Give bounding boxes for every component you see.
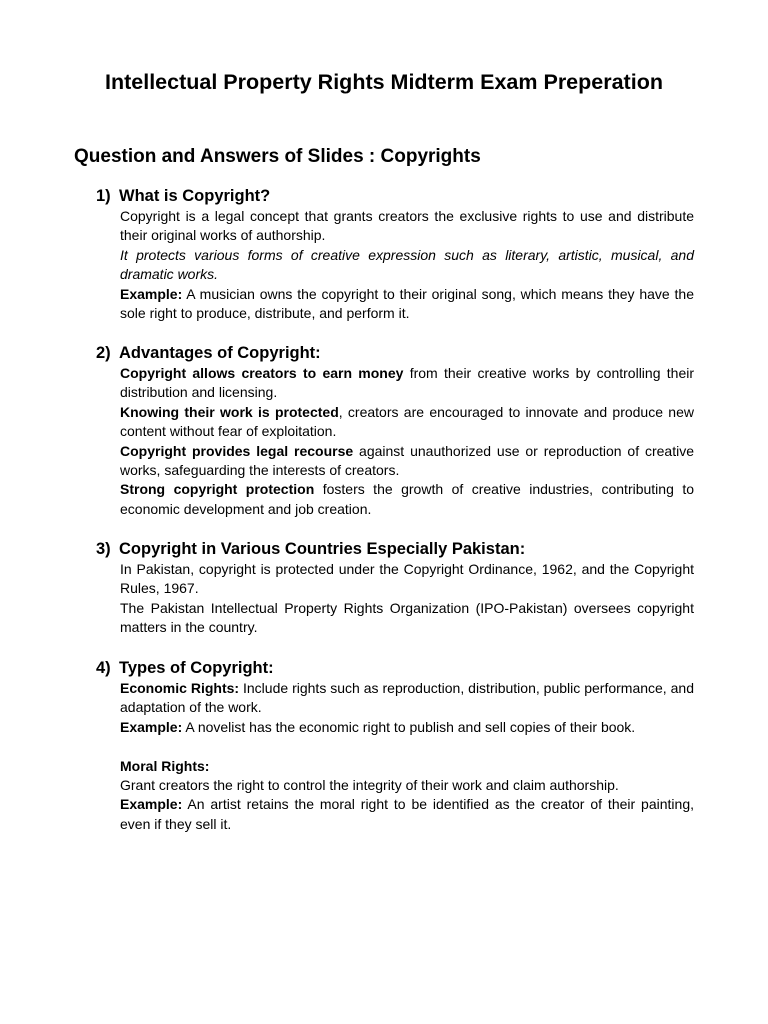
bold-lead: Moral Rights:: [120, 757, 210, 774]
answer-text: Include rights such as reproduction, distribution, public performance, and adaptation of the work.: [120, 680, 694, 716]
question-title: Advantages of Copyright:: [119, 344, 321, 362]
bold-lead: Example:: [120, 718, 183, 735]
answer-paragraph: [120, 403, 694, 442]
question-number: 4): [96, 659, 111, 677]
bold-lead: Strong copyright protection: [120, 481, 315, 498]
question-3: [96, 538, 694, 638]
answer-paragraph: [120, 442, 694, 481]
answer-body: [120, 560, 694, 638]
question-4: [96, 657, 694, 834]
question-1: [96, 185, 694, 323]
question-2: [96, 342, 694, 519]
question-number: 3): [96, 540, 111, 558]
bold-lead: Knowing their work is protected: [120, 403, 339, 420]
bold-lead: Copyright provides legal recourse: [120, 442, 354, 459]
answer-paragraph: It protects various forms of creative expression such as literary, artistic, musical, and dramatic works.: [120, 246, 694, 283]
question-heading: [96, 657, 694, 679]
answer-paragraph: Grant creators the right to control the integrity of their work and claim authorship.: [120, 777, 619, 794]
question-number: 1): [96, 187, 111, 205]
question-title: What is Copyright?: [119, 187, 271, 205]
question-title: Types of Copyright:: [119, 659, 274, 677]
answer-paragraph: [120, 285, 694, 324]
question-title: Copyright in Various Countries Especially Pakistan:: [119, 540, 526, 558]
page-title: Intellectual Property Rights Midterm Exam Preperation: [105, 70, 663, 94]
paragraph-spacer: [120, 737, 694, 756]
answer-paragraph: The Pakistan Intellectual Property Rights Organization (IPO-Pakistan) oversees copyright matters in the country.: [120, 599, 694, 636]
answer-paragraph: [120, 480, 694, 519]
section-subtitle: Question and Answers of Slides : Copyrights: [74, 146, 481, 167]
answer-text: fosters the growth of creative industries, contributing to economic development and job creation.: [120, 481, 694, 517]
answer-body: [120, 207, 694, 323]
answer-paragraph: [120, 718, 694, 737]
question-heading: [96, 538, 694, 560]
bold-lead: Example:: [120, 796, 183, 813]
answer-text: An artist retains the moral right to be identified as the creator of their painting, even if they sell it.: [120, 796, 694, 832]
answer-text: against unauthorized use or reproduction of creative works, safeguarding the interests of creators.: [120, 442, 695, 479]
bold-lead: Example:: [120, 285, 183, 302]
answer-text: , creators are encouraged to innovate and produce new content without fear of exploitation.: [120, 403, 694, 440]
answer-text: from their creative works by controlling their distribution and licensing.: [120, 365, 695, 401]
question-heading: [96, 185, 694, 207]
bold-lead: Economic Rights:: [120, 680, 240, 696]
bold-lead: Copyright allows creators to earn money: [120, 365, 404, 381]
answer-body: [120, 364, 694, 519]
answer-paragraph: Copyright is a legal concept that grants creators the exclusive rights to use and distribute their original works of authorship.: [120, 208, 694, 244]
answer-paragraph: [120, 679, 694, 718]
answer-paragraph: [120, 757, 694, 776]
answer-paragraph: In Pakistan, copyright is protected under the Copyright Ordinance, 1962, and the Copyright Rules, 1967.: [120, 561, 694, 597]
answer-text: A musician owns the copyright to their original song, which means they have the sole right to produce, distribute, and perform it.: [120, 285, 694, 322]
answer-text: A novelist has the economic right to publish and sell copies of their book.: [182, 718, 636, 735]
answer-body: [120, 679, 694, 834]
answer-paragraph: [120, 364, 694, 403]
question-heading: [96, 342, 694, 364]
answer-paragraph: [120, 795, 694, 834]
question-number: 2): [96, 344, 111, 362]
